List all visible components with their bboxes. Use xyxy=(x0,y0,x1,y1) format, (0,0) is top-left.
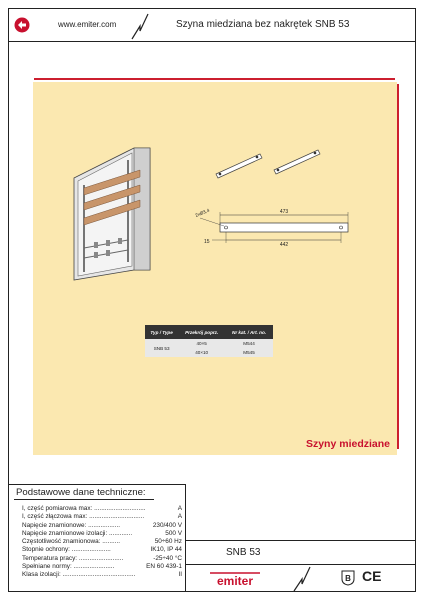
list-item: I, część złączowa max: ............................... A xyxy=(22,513,182,521)
brand-text: emiter xyxy=(216,574,254,588)
list-item: Klasa izolacji: ......................................... II xyxy=(22,571,182,579)
list-item: Spełniane normy: ....................... EN 60 439-1 xyxy=(22,563,182,571)
website-link[interactable]: www.emiter.com xyxy=(58,20,117,29)
table-cell-section: 40×10 xyxy=(178,348,225,357)
dimension-total: 473 xyxy=(279,209,289,215)
table-cell-type: SNB 53 xyxy=(145,339,178,357)
ce-mark-icon: CE xyxy=(362,568,382,584)
list-item: Napięcie znamionowe izolacji: ............. 500 V xyxy=(22,529,182,537)
svg-text:B: B xyxy=(345,574,351,583)
page-title: Szyna miedziana bez nakrętek SNB 53 xyxy=(176,19,350,30)
enclosure-illustration xyxy=(74,148,150,280)
product-code: SNB 53 xyxy=(226,547,261,558)
footer-divider-mark xyxy=(292,566,312,592)
list-item: Częstotliwość znamionowa: .......... 50÷60 Hz xyxy=(22,538,182,546)
tech-specs-list xyxy=(22,505,182,580)
dimension-inner: 442 xyxy=(279,242,289,248)
table-header-section: Przekrój poprz. xyxy=(178,325,225,339)
emiter-brand-logo xyxy=(208,570,262,588)
table-header-type: Typ / Type xyxy=(145,325,178,339)
busbar-piece-1 xyxy=(216,154,262,178)
table-cell-section: 40×5 xyxy=(178,339,225,348)
tech-specs-title: Podstawowe dane techniczne: xyxy=(16,487,146,498)
table-cell-art: M544 xyxy=(225,339,273,348)
dimension-hole: 2xØ3,4 xyxy=(194,207,211,218)
product-table xyxy=(145,325,273,357)
table-row xyxy=(145,339,273,348)
product-code-box xyxy=(186,540,416,565)
busbar-dimension-drawing xyxy=(200,212,348,243)
table-cell-art: M545 xyxy=(225,348,273,357)
certificate-b-icon xyxy=(341,570,355,586)
list-item: Stopnie ochrony: ...................... IK10, IP 44 xyxy=(22,546,182,554)
section-title: Szyny miedziane xyxy=(305,438,390,450)
busbar-piece-2 xyxy=(274,150,320,174)
dimension-offset: 15 xyxy=(204,239,210,245)
list-item: Temperatura pracy: ......................... -25÷40 °C xyxy=(22,554,182,562)
table-header-row xyxy=(145,325,273,339)
tech-title-underline xyxy=(14,499,154,500)
table-header-art: Nr kat. / Art. no. xyxy=(225,325,273,339)
list-item: Napięcie znamionowe: .................. 230/400 V xyxy=(22,521,182,529)
list-item: I, część pomiarowa max: ............................. A xyxy=(22,505,182,512)
